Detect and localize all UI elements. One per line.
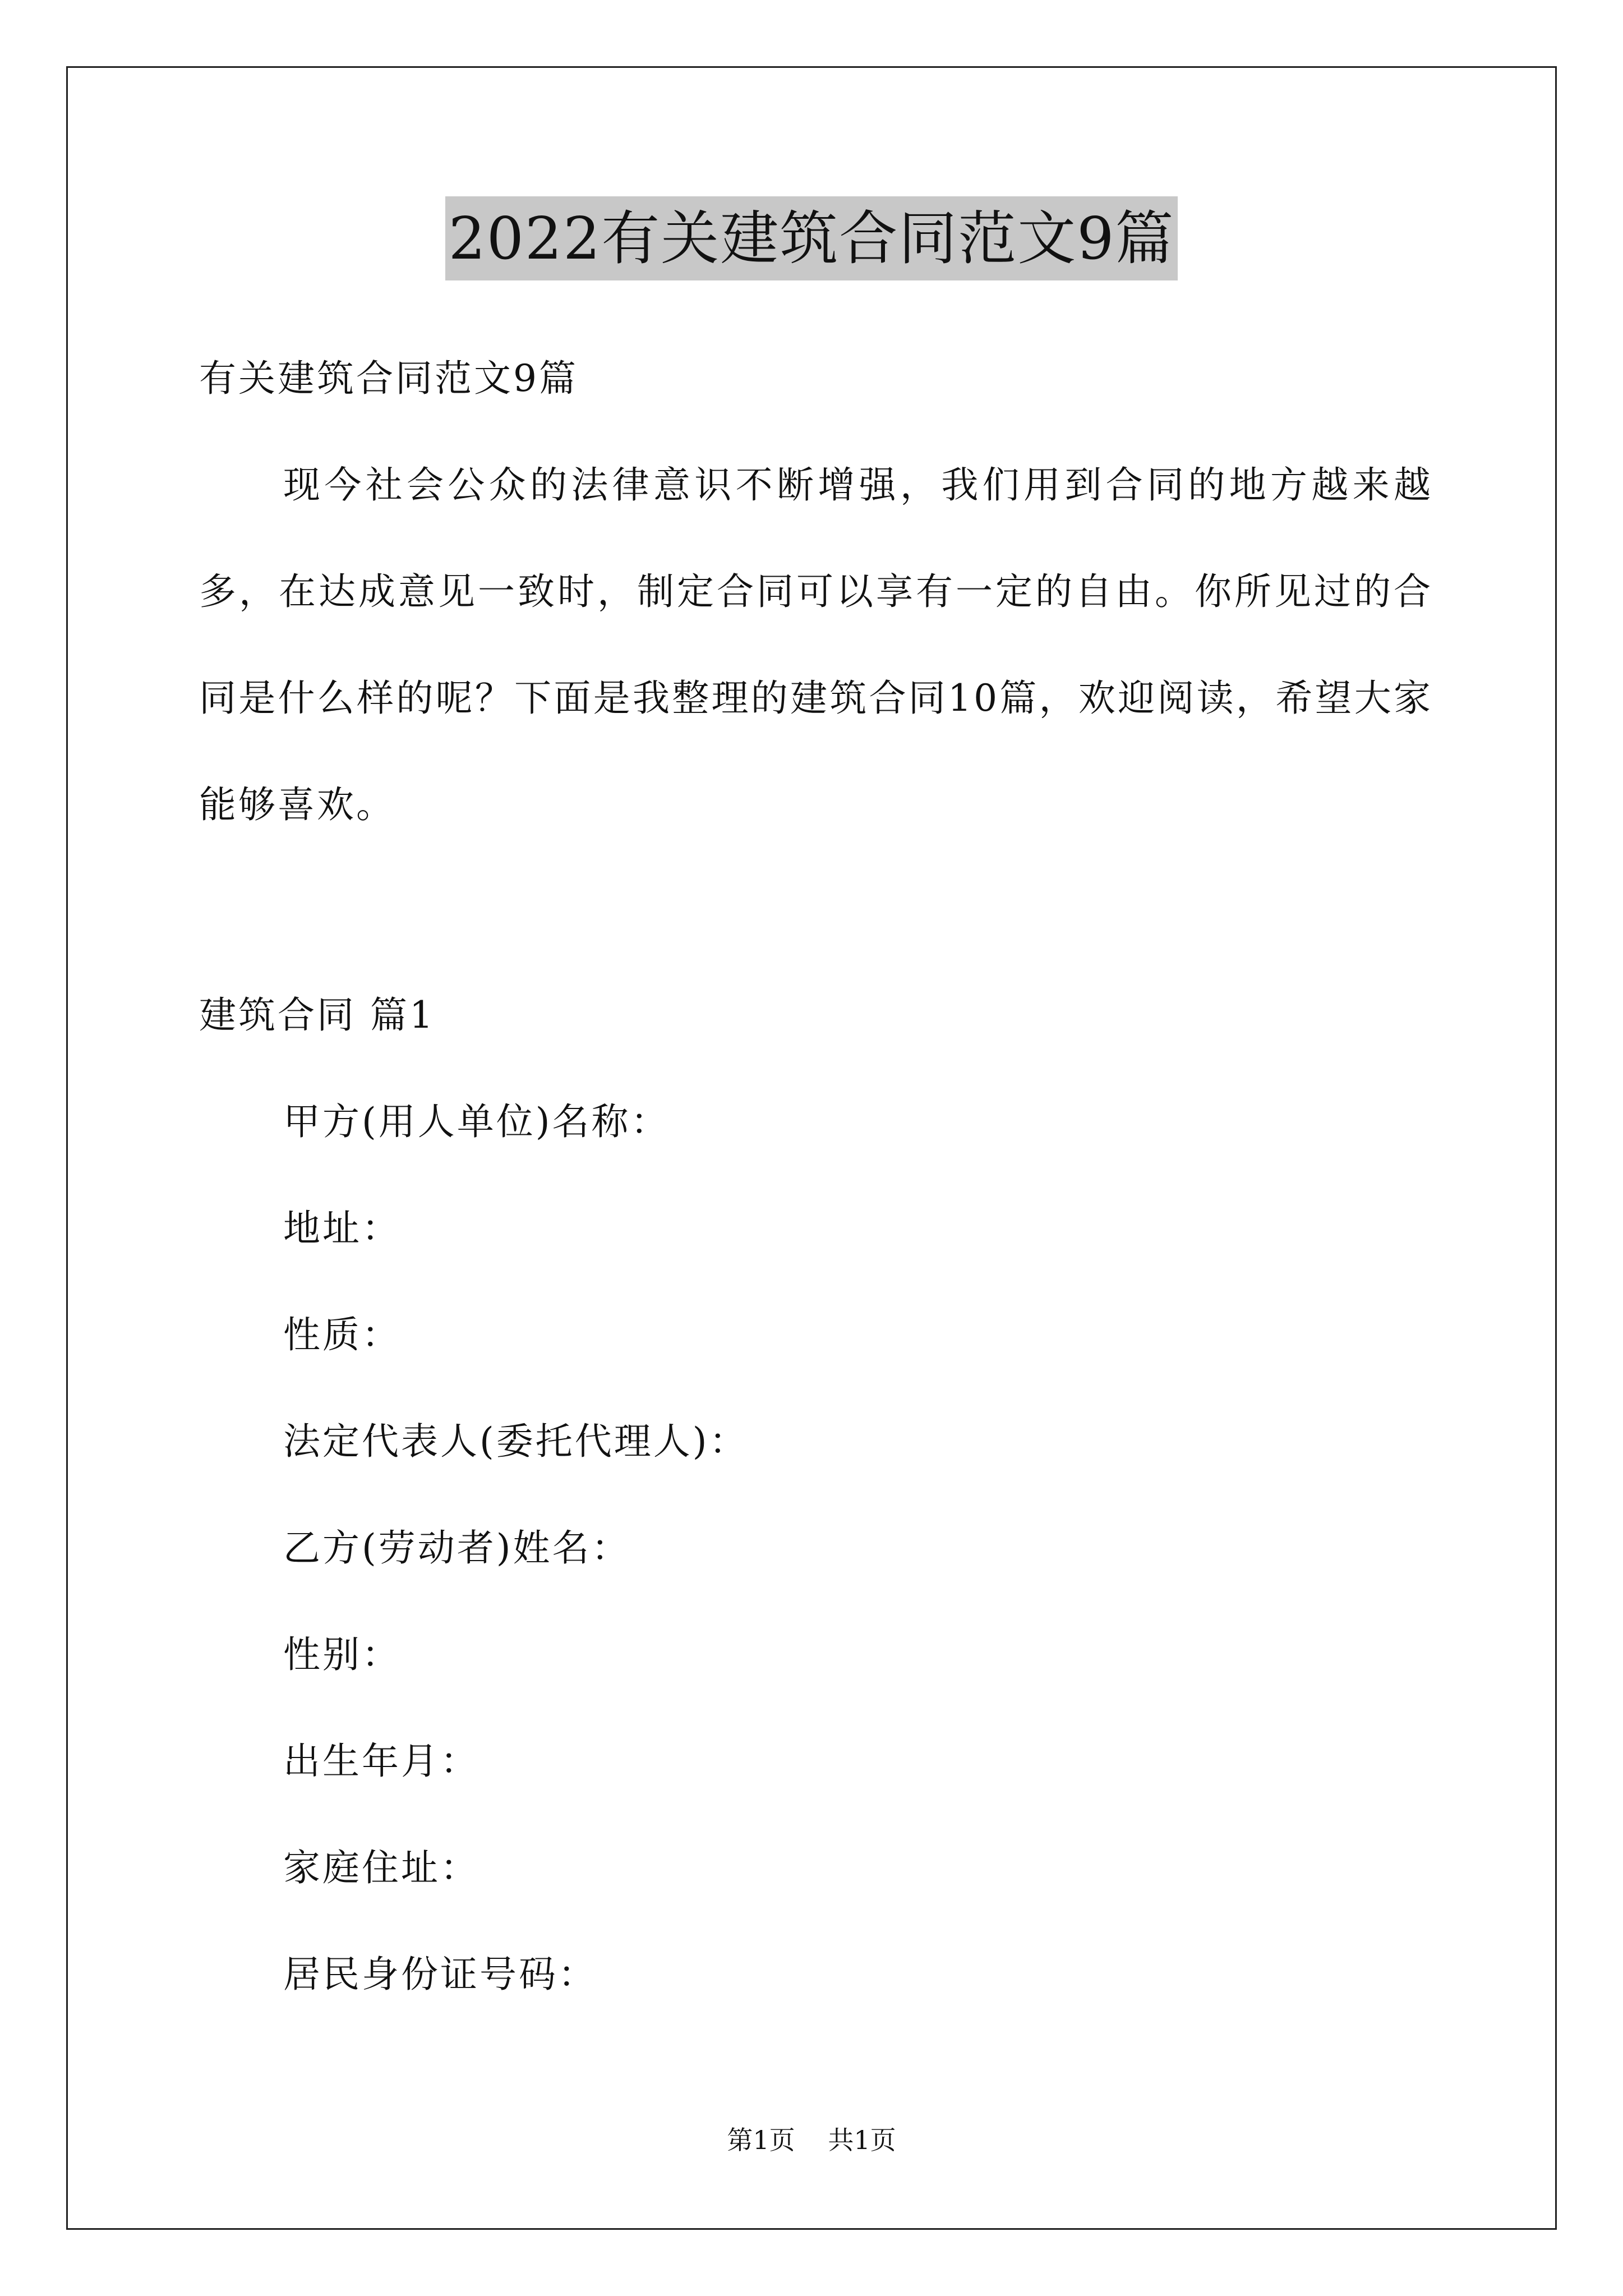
document-title: 2022有关建筑合同范文9篇: [445, 196, 1178, 280]
title-container: [0, 196, 1623, 280]
page-number-total: 共1页: [828, 2125, 896, 2155]
page-number-current: 第1页: [727, 2125, 795, 2155]
field-worker-name: 乙方(劳动者)姓名：: [283, 1526, 631, 1570]
field-home-address: 家庭住址：: [283, 1846, 479, 1889]
field-gender: 性别：: [283, 1633, 401, 1676]
document-subtitle: 有关建筑合同范文9篇: [199, 357, 578, 400]
field-birth-date: 出生年月：: [283, 1740, 479, 1783]
section-heading: 建筑合同 篇1: [199, 993, 435, 1037]
field-id-number: 居民身份证号码：: [283, 1953, 597, 1996]
page-footer: [0, 2123, 1623, 2157]
field-legal-representative: 法定代表人(委托代理人)：: [283, 1420, 749, 1463]
field-employer-name: 甲方(用人单位)名称：: [283, 1100, 670, 1143]
field-nature: 性质：: [283, 1313, 401, 1356]
intro-paragraph: 现今社会公众的法律意识不断增强，我们用到合同的地方越来越多，在达成意见一致时，制定合同可以享有一定的自由。你所见过的合同是什么样的呢？下面是我整理的建筑合同10篇，欢迎阅读，希望大家能够喜欢。: [199, 463, 1433, 826]
field-address: 地址：: [283, 1207, 401, 1250]
